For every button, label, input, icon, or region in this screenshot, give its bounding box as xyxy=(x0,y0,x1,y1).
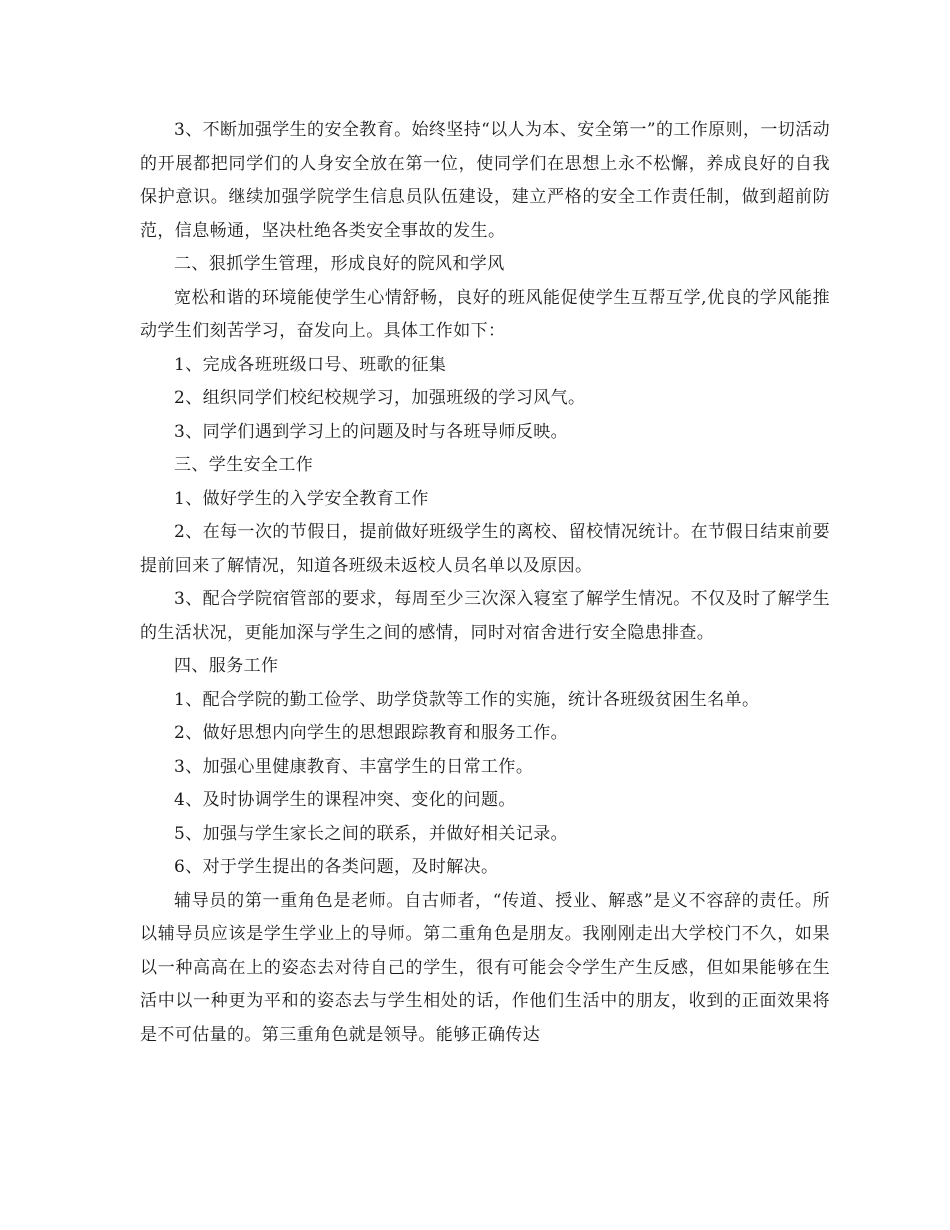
paragraph-safety-education: 3、不断加强学生的安全教育。始终坚持“以人为本、安全第一”的工作原则，一切活动的开展都把同学们的人身安全放在第一位，使同学们在思想上永不松懈，养成良好的自我保护意识。继续加强学院学生信息员队伍建设，建立严格的安全工作责任制，做到超前防范，信息畅通，坚决杜绝各类安全事故的发生。 xyxy=(140,120,830,241)
list-item: 3、同学们遇到学习上的问题及时与各班导师反映。 xyxy=(174,421,569,442)
list-item: 2、做好思想内向学生的思想跟踪教育和服务工作。 xyxy=(174,723,569,743)
list-item: 2、组织同学们校纪校规学习，加强班级的学习风气。 xyxy=(174,388,586,408)
section-heading-service-work: 四、服务工作 xyxy=(174,656,279,676)
list-item: 1、做好学生的入学安全教育工作 xyxy=(174,488,429,509)
paragraph-counselor-roles: 辅导员的第一重角色是老师。自古师者，“传道、授业、解惑”是义不容辞的责任。所以辅导员应该是学生学业上的导师。第二重角色是朋友。我刚刚走出大学校门不久，如果以一种高高在上的姿态去对待自己的学生，很有可能会令学生产生反感，但如果能够在生活中以一种更为平和的姿态去与学生相处的话，作他们生活中的朋友，收到的正面效果将是不可估量的。第三重角色就是领导。能够正确传达 xyxy=(140,890,830,1045)
list-item: 3、配合学院宿管部的要求，每周至少三次深入寝室了解学生情况。不仅及时了解学生的生活状况，更能加深与学生之间的感情，同时对宿舍进行安全隐患排查。 xyxy=(140,589,830,643)
document-body xyxy=(140,114,830,1052)
paragraph-environment: 宽松和谐的环境能使学生心情舒畅，良好的班风能促使学生互帮互学,优良的学风能推动学生们刻苦学习，奋发向上。具体工作如下： xyxy=(140,287,830,341)
list-item: 1、完成各班班级口号、班歌的征集 xyxy=(174,354,447,375)
section-heading-student-safety: 三、学生安全工作 xyxy=(174,455,314,475)
list-item: 4、及时协调学生的课程冲突、变化的问题。 xyxy=(174,790,516,810)
list-item: 5、加强与学生家长之间的联系，并做好相关记录。 xyxy=(174,823,569,844)
section-heading-student-management: 二、狠抓学生管理，形成良好的院风和学风 xyxy=(174,254,505,274)
list-item: 1、配合学院的勤工俭学、助学贷款等工作的实施，统计各班级贫困生名单。 xyxy=(174,689,760,710)
list-item: 3、加强心里健康教育、丰富学生的日常工作。 xyxy=(174,756,534,777)
list-item: 2、在每一次的节假日，提前做好班级学生的离校、留校情况统计。在节假日结束前要提前回来了解情况，知道各班级未返校人员名单以及原因。 xyxy=(140,522,830,576)
list-item: 6、对于学生提出的各类问题，及时解决。 xyxy=(174,857,499,877)
